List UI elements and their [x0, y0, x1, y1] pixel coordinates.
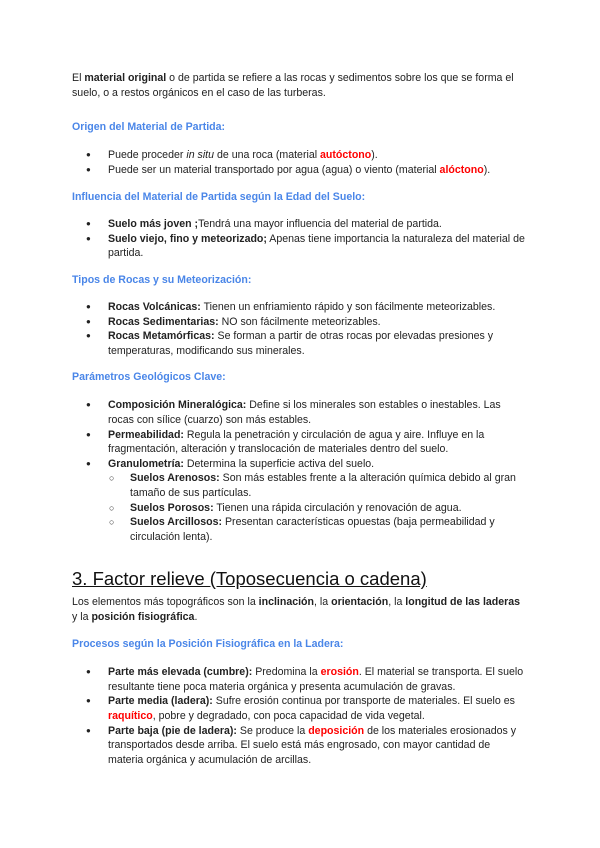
- list-item: ● Granulometría: Determina la superficie activa del suelo. ○ Suelos Arenosos: Son más estables frente a la alteración química debido al gran tamaño de sus partículas. ○ Suelos Porosos: Tienen una rápida circulación y renovación de agua. ○ Suelos Arcillosos: Presentan características opuestas (baja permeabilidad y circulación lenta).: [72, 457, 528, 545]
- list-influencia: [72, 217, 528, 261]
- list-item: ● Suelo más joven ;Tendrá una mayor influencia del material de partida.: [72, 217, 528, 232]
- list-item: ● Rocas Sedimentarias: NO son fácilmente meteorizables.: [72, 315, 528, 330]
- sublist-item: ○ Suelos Porosos: Tienen una rápida circulación y renovación de agua.: [72, 501, 528, 516]
- list-item: ● Puede proceder in situ de una roca (material autóctono).: [72, 148, 528, 163]
- factor-paragraph: Los elementos más topográficos son la inclinación, la orientación, la longitud de las laderas y la posición fisiográfica.: [72, 596, 521, 624]
- sublist-granulometria: [72, 471, 528, 544]
- intro-paragraph: El material original o de partida se refiere a las rocas y sedimentos sobre los que se forma el suelo, o a restos orgánicos en el caso de las turberas.: [72, 72, 514, 99]
- list-item: ● Composición Mineralógica: Define si los minerales son estables o inestables. Las rocas con sílice (cuarzo) son más estables.: [72, 398, 528, 427]
- heading-influencia: Influencia del Material de Partida según la Edad del Suelo:: [72, 191, 366, 204]
- heading-procesos: Procesos según la Posición Fisiográfica en la Ladera:: [72, 638, 344, 651]
- list-tipos: [72, 300, 528, 358]
- heading-origen: Origen del Material de Partida:: [72, 121, 226, 133]
- list-procesos: [72, 665, 528, 767]
- list-item: ● Puede ser un material transportado por agua (agua) o viento (material alóctono).: [72, 163, 528, 178]
- list-item: ● Parte baja (pie de ladera): Se produce la deposición de los materiales erosionados y transportados desde arriba. El suelo está más engrosado, con mayor cantidad de materia orgánica y acumulación de arcillas.: [72, 724, 528, 768]
- list-item: ● Rocas Volcánicas: Tienen un enfriamiento rápido y son fácilmente meteorizables.: [72, 300, 528, 315]
- list-origen: [72, 148, 528, 177]
- list-item: ● Parte media (ladera): Sufre erosión continua por transporte de materiales. El suelo es raquítico, pobre y degradado, con poca capacidad de vida vegetal.: [72, 694, 528, 723]
- list-item: ● Rocas Metamórficas: Se forman a partir de otras rocas por elevadas presiones y temperaturas, modificando sus minerales.: [72, 329, 528, 358]
- list-item: ● Suelo viejo, fino y meteorizado; Apenas tiene importancia la naturaleza del material de partida.: [72, 232, 528, 261]
- list-item: ● Permeabilidad: Regula la penetración y circulación de agua y aire. Influye en la fragmentación, alteración y translocación de materiales dentro del suelo.: [72, 428, 528, 457]
- heading-tipos: Tipos de Rocas y su Meteorización:: [72, 273, 252, 286]
- heading-parametros: Parámetros Geológicos Clave:: [72, 371, 226, 384]
- list-parametros: [72, 398, 528, 544]
- list-item: ● Parte más elevada (cumbre): Predomina la erosión. El material se transporta. El suelo resultante tiene poca materia orgánica y presenta acumulación de gravas.: [72, 665, 528, 694]
- section-title-factor-relieve: 3. Factor relieve (Toposecuencia o cadena): [72, 568, 427, 590]
- sublist-item: ○ Suelos Arenosos: Son más estables frente a la alteración química debido al gran tamaño de sus partículas.: [72, 471, 528, 500]
- sublist-item: ○ Suelos Arcillosos: Presentan características opuestas (baja permeabilidad y circulación lenta).: [72, 515, 528, 544]
